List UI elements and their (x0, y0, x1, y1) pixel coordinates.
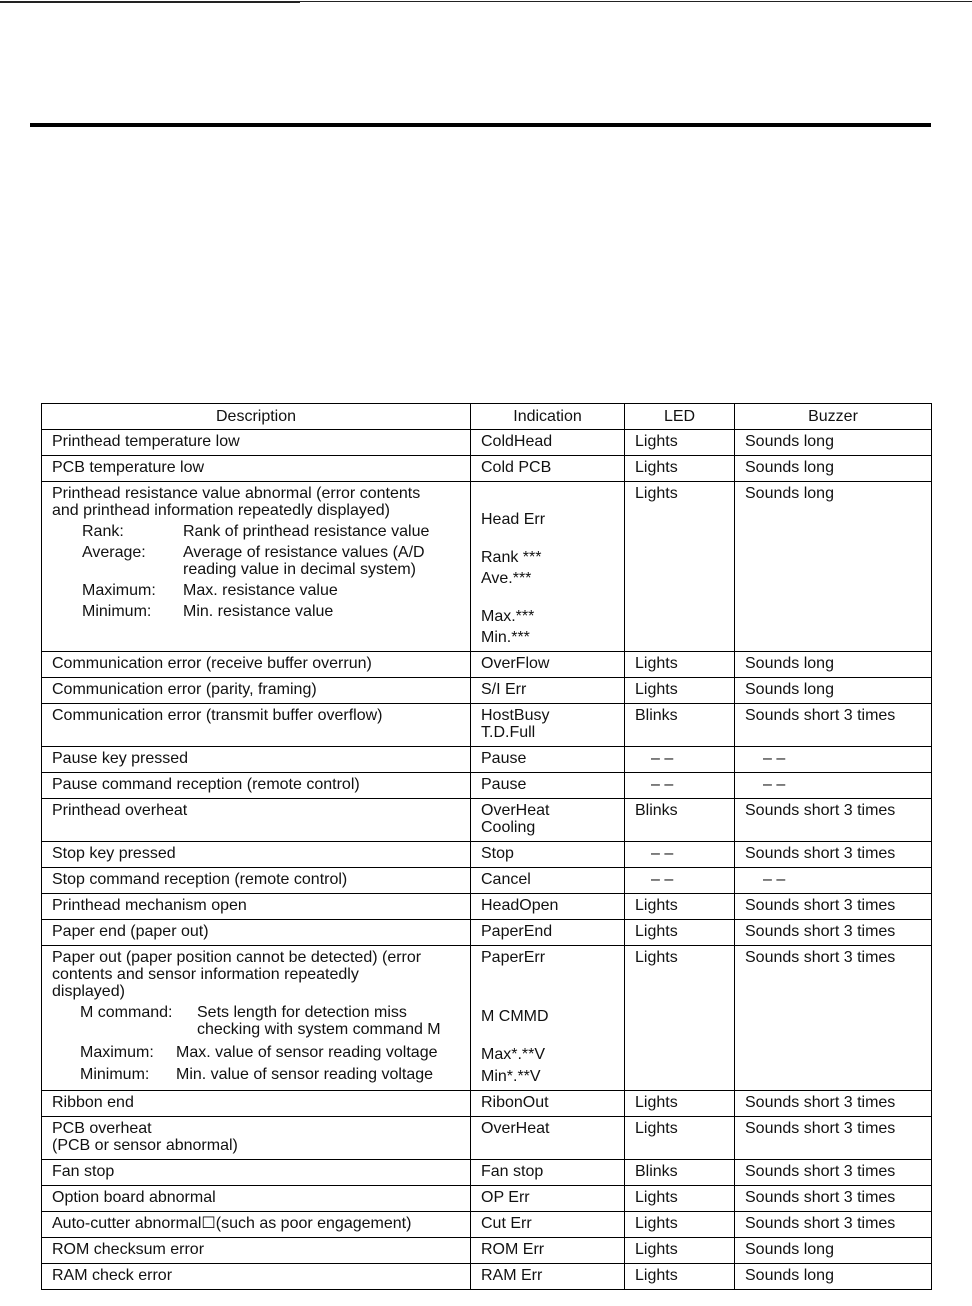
row-description: Auto-cutter abnormal☐(such as poor engagement) (42, 1212, 471, 1238)
row-description: ROM checksum error (42, 1238, 471, 1264)
table-row (42, 704, 932, 747)
row-description: Paper end (paper out) (42, 920, 471, 946)
row-led: Lights (625, 1238, 735, 1264)
rank-item: Rank: Rank of printhead resistance value (82, 523, 430, 540)
row-indication: PaperEnd (471, 920, 625, 946)
row-description: Stop key pressed (42, 842, 471, 868)
row-led: Lights (625, 894, 735, 920)
row-buzzer: Sounds short 3 times (735, 1117, 932, 1160)
row-led: Blinks (625, 704, 735, 747)
row-buzzer: Sounds short 3 times (735, 920, 932, 946)
header-led: LED (625, 404, 735, 430)
row-buzzer: Sounds long (735, 678, 932, 704)
header-rule (0, 1, 972, 2)
row-led: Lights (625, 1091, 735, 1117)
row-led: Lights (625, 1212, 735, 1238)
row-led: Lights (625, 652, 735, 678)
maximum-item: Maximum: Max. resistance value (82, 582, 338, 599)
row-indication: RAM Err (471, 1264, 625, 1290)
row-indication: OverHeat (471, 1117, 625, 1160)
table-row (42, 1186, 932, 1212)
table-row (42, 678, 932, 704)
row-buzzer: – – (735, 747, 932, 773)
table-row (42, 1160, 932, 1186)
table-row-head-err (42, 482, 932, 652)
minimum-item: Minimum: Min. value of sensor reading voltage (80, 1066, 434, 1083)
row-indication: ROM Err (471, 1238, 625, 1264)
row-indication: OverFlow (471, 652, 625, 678)
table-row (42, 1264, 932, 1290)
row-led: – – (625, 842, 735, 868)
table-row (42, 1117, 932, 1160)
row-led: Lights (625, 456, 735, 482)
maximum-item: Maximum: Max. value of sensor reading voltage (80, 1044, 438, 1061)
head-err-line: Printhead resistance value abnormal (error contents (52, 485, 421, 502)
row-led: Lights (625, 482, 735, 652)
row-led: Blinks (625, 799, 735, 842)
row-indication: RibonOut (471, 1091, 625, 1117)
row-description: Pause key pressed (42, 747, 471, 773)
head-err-line: and printhead information repeatedly displayed) (52, 502, 390, 519)
average-item: Average: Average of resistance values (A/D reading value in decimal system) (82, 544, 425, 578)
minimum-item: Minimum: Min. resistance value (82, 603, 334, 620)
row-buzzer: Sounds long (735, 430, 932, 456)
row-indication: Cancel (471, 868, 625, 894)
row-led: Lights (625, 946, 735, 1091)
row-led: Lights (625, 678, 735, 704)
row-led: Lights (625, 920, 735, 946)
table-row (42, 842, 932, 868)
row-indication: OverHeat Cooling (471, 799, 625, 842)
table-row (42, 1212, 932, 1238)
row-description: Printhead mechanism open (42, 894, 471, 920)
row-buzzer: Sounds short 3 times (735, 1091, 932, 1117)
table-row (42, 1238, 932, 1264)
row-description: Pause command reception (remote control) (42, 773, 471, 799)
table-row-paper-err (42, 946, 932, 1091)
row-buzzer: Sounds long (735, 482, 932, 652)
row-description: Stop command reception (remote control) (42, 868, 471, 894)
row-description (42, 482, 471, 652)
row-buzzer: Sounds short 3 times (735, 894, 932, 920)
header-buzzer: Buzzer (735, 404, 932, 430)
row-buzzer: Sounds short 3 times (735, 1160, 932, 1186)
row-description: Printhead temperature low (42, 430, 471, 456)
row-buzzer: – – (735, 773, 932, 799)
row-buzzer: Sounds long (735, 652, 932, 678)
header-indication: Indication (471, 404, 625, 430)
row-description: RAM check error (42, 1264, 471, 1290)
row-indication: Pause (471, 773, 625, 799)
row-description: Fan stop (42, 1160, 471, 1186)
row-indication: ColdHead (471, 430, 625, 456)
table-row (42, 456, 932, 482)
row-indication: Head Err Rank *** Ave.*** Max.*** Min.*** (471, 482, 625, 652)
row-buzzer: – – (735, 868, 932, 894)
row-description: PCB temperature low (42, 456, 471, 482)
row-indication: OP Err (471, 1186, 625, 1212)
table-row (42, 868, 932, 894)
row-led: Blinks (625, 1160, 735, 1186)
row-buzzer: Sounds short 3 times (735, 799, 932, 842)
row-indication: PaperErr M CMMD Max*.**V Min*.**V (471, 946, 625, 1091)
table-header-row (42, 404, 932, 430)
table-row (42, 430, 932, 456)
row-indication: Fan stop (471, 1160, 625, 1186)
row-indication: HeadOpen (471, 894, 625, 920)
row-description: PCB overheat (PCB or sensor abnormal) (42, 1117, 471, 1160)
row-buzzer: Sounds long (735, 456, 932, 482)
row-led: – – (625, 868, 735, 894)
table-row (42, 894, 932, 920)
row-description: Ribbon end (42, 1091, 471, 1117)
table-row (42, 747, 932, 773)
table-row (42, 920, 932, 946)
table-row (42, 773, 932, 799)
row-indication: Pause (471, 747, 625, 773)
row-led: – – (625, 747, 735, 773)
row-led: Lights (625, 1117, 735, 1160)
row-led: Lights (625, 1264, 735, 1290)
row-led: – – (625, 773, 735, 799)
row-description: Communication error (transmit buffer overflow) (42, 704, 471, 747)
row-description: Communication error (receive buffer overrun) (42, 652, 471, 678)
row-description: Option board abnormal (42, 1186, 471, 1212)
row-indication: Cut Err (471, 1212, 625, 1238)
section-rule (30, 123, 931, 127)
row-buzzer: Sounds long (735, 1264, 932, 1290)
error-indication-table (41, 403, 932, 1290)
row-indication: HostBusy T.D.Full (471, 704, 625, 747)
row-buzzer: Sounds long (735, 1238, 932, 1264)
row-indication: Cold PCB (471, 456, 625, 482)
row-buzzer: Sounds short 3 times (735, 842, 932, 868)
row-buzzer: Sounds short 3 times (735, 946, 932, 1091)
row-buzzer: Sounds short 3 times (735, 1212, 932, 1238)
row-description: Communication error (parity, framing) (42, 678, 471, 704)
row-description: Paper out (paper position cannot be detected) (error contents and sensor information repeatedly displayed) M command: Sets length for detection miss checking with system command M Maximum: Max. value of sensor reading voltage Minimum: Min. value of sensor reading voltage (42, 946, 471, 1091)
table-row (42, 652, 932, 678)
row-buzzer: Sounds short 3 times (735, 704, 932, 747)
row-led: Lights (625, 430, 735, 456)
row-description: Printhead overheat (42, 799, 471, 842)
m-command-item: M command: Sets length for detection miss checking with system command M (80, 1004, 441, 1038)
row-buzzer: Sounds short 3 times (735, 1186, 932, 1212)
table-row (42, 1091, 932, 1117)
row-led: Lights (625, 1186, 735, 1212)
table-row (42, 799, 932, 842)
row-indication: S/I Err (471, 678, 625, 704)
row-indication: Stop (471, 842, 625, 868)
header-description: Description (42, 404, 471, 430)
